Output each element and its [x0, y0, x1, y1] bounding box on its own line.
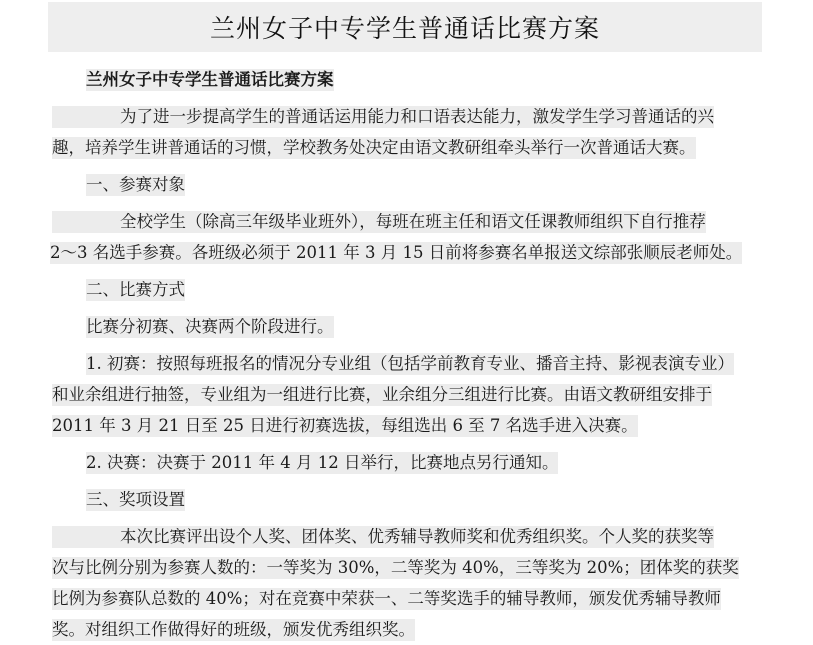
- intro-paragraph: [52, 101, 764, 163]
- document-subtitle: [52, 64, 764, 95]
- section1-heading-text: 一、参赛对象: [86, 175, 185, 194]
- participants-line-2: 2～3 名选手参赛。各班级必须于 2011 年 3 月 15 日前将参赛名单报送文综部张顺辰老师处。: [50, 243, 743, 262]
- page-title: 兰州女子中专学生普通话比赛方案: [209, 14, 600, 43]
- format-summary: [52, 311, 764, 342]
- awards-line-3: 比例为参赛队总数的 40%；对在竞赛中荣获一、二等奖选手的辅导教师，颁发优秀辅导教师: [52, 589, 721, 608]
- intro-line-2: 趣，培养学生讲普通话的习惯，学校教务处决定由语文教研组牵头举行一次普通话大赛。: [52, 138, 696, 157]
- subtitle-text: 兰州女子中专学生普通话比赛方案: [86, 70, 334, 89]
- final-round-paragraph: [52, 447, 764, 478]
- participants-line-1: 全校学生（除高三年级毕业班外），每班在班主任和语文任课教师组织下自行推荐: [52, 211, 706, 233]
- preliminary-line-3: 2011 年 3 月 21 日至 25 日进行初赛选拔，每组选出 6 至 7 名选手进入决赛。: [52, 416, 638, 435]
- awards-line-4: 奖。对组织工作做得好的班级，颁发优秀组织奖。: [52, 620, 415, 639]
- preliminary-paragraph: [52, 348, 764, 441]
- participants-paragraph: [52, 206, 764, 268]
- awards-paragraph: [52, 521, 764, 645]
- section-heading-participants: [52, 169, 764, 200]
- final-round-text: 2. 决赛：决赛于 2011 年 4 月 12 日举行，比赛地点另行通知。: [86, 453, 559, 472]
- preliminary-line-2: 和业余组进行抽签，专业组为一组进行比赛，业余组分三组进行比赛。由语文教研组安排于: [52, 385, 712, 404]
- section3-heading-text: 三、奖项设置: [86, 490, 185, 509]
- section-heading-format: [52, 274, 764, 305]
- intro-line-1: 为了进一步提高学生的普通话运用能力和口语表达能力，激发学生学习普通话的兴: [52, 106, 714, 128]
- title-banner: [48, 2, 762, 52]
- section2-heading-text: 二、比赛方式: [86, 280, 185, 299]
- document-body: [52, 64, 764, 645]
- awards-line-2: 次与比例分别为参赛人数的：一等奖为 30%，二等奖为 40%，三等奖为 20%；团体奖的获奖: [52, 558, 739, 577]
- awards-line-1: 本次比赛评出设个人奖、团体奖、优秀辅导教师奖和优秀组织奖。个人奖的获奖等: [52, 526, 714, 548]
- preliminary-line-1: 1. 初赛：按照每班报名的情况分专业组（包括学前教育专业、播音主持、影视表演专业）: [86, 354, 734, 373]
- section-heading-awards: [52, 484, 764, 515]
- format-summary-text: 比赛分初赛、决赛两个阶段进行。: [86, 317, 334, 336]
